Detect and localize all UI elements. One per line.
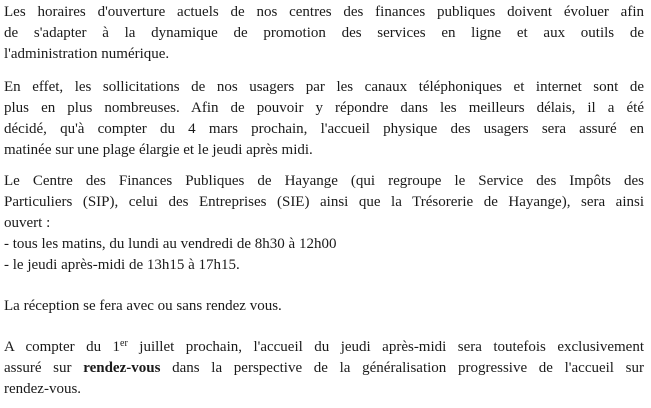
text-line: La réception se fera avec ou sans rendez vous. [4,298,282,314]
paragraph-schedule-change [4,2,644,65]
text-line: Les horaires d'ouverture actuels de nos centres des finances publiques doivent évoluer afin [4,4,644,20]
text-segment: juillet prochain, l'accueil du jeudi après-midi sera toutefois exclusivement [127,339,644,355]
text-segment: A compter du 1 [4,339,121,355]
paragraph-reception [4,296,644,317]
text-line [4,337,644,358]
text-line: Particuliers (SIP), celui des Entreprises (SIE) ainsi que la Trésorerie de Hayange), sera ainsi [4,194,644,210]
paragraph-opening-hours [4,171,644,276]
ordinal-superscript: er [120,338,128,349]
text-line: En effet, les sollicitations de nos usagers par les canaux téléphoniques et internet sont de [4,79,644,95]
text-line: de s'adapter à la dynamique de promotion des services en ligne et aux outils de [4,25,644,41]
text-line: décidé, qu'à compter du 4 mars prochain, l'accueil physique des usagers sera assuré en [4,121,644,137]
emphasis-rendez-vous: rendez-vous [83,360,161,376]
text-line: rendez-vous. [4,381,82,397]
paragraph-appointment [4,337,644,400]
text-line: plus en plus nombreuses. Afin de pouvoir y répondre dans les meilleurs délais, il a été [4,100,644,116]
text-segment: assuré sur [4,360,84,376]
text-line: Le Centre des Finances Publiques de Hayange (qui regroupe le Service des Impôts des [4,173,644,189]
text-line: ouvert : [4,215,51,231]
paragraph-requests [4,77,644,161]
hours-list-item: - tous les matins, du lundi au vendredi de 8h30 à 12h00 [4,236,337,252]
document-body [4,2,644,400]
hours-list-item: - le jeudi après-midi de 13h15 à 17h15. [4,257,240,273]
text-line [4,358,644,379]
text-segment: dans la perspective de la généralisation progressive de l'accueil sur [160,360,644,376]
text-line: matinée sur une plage élargie et le jeudi après midi. [4,142,313,158]
text-line: l'administration numérique. [4,46,170,62]
